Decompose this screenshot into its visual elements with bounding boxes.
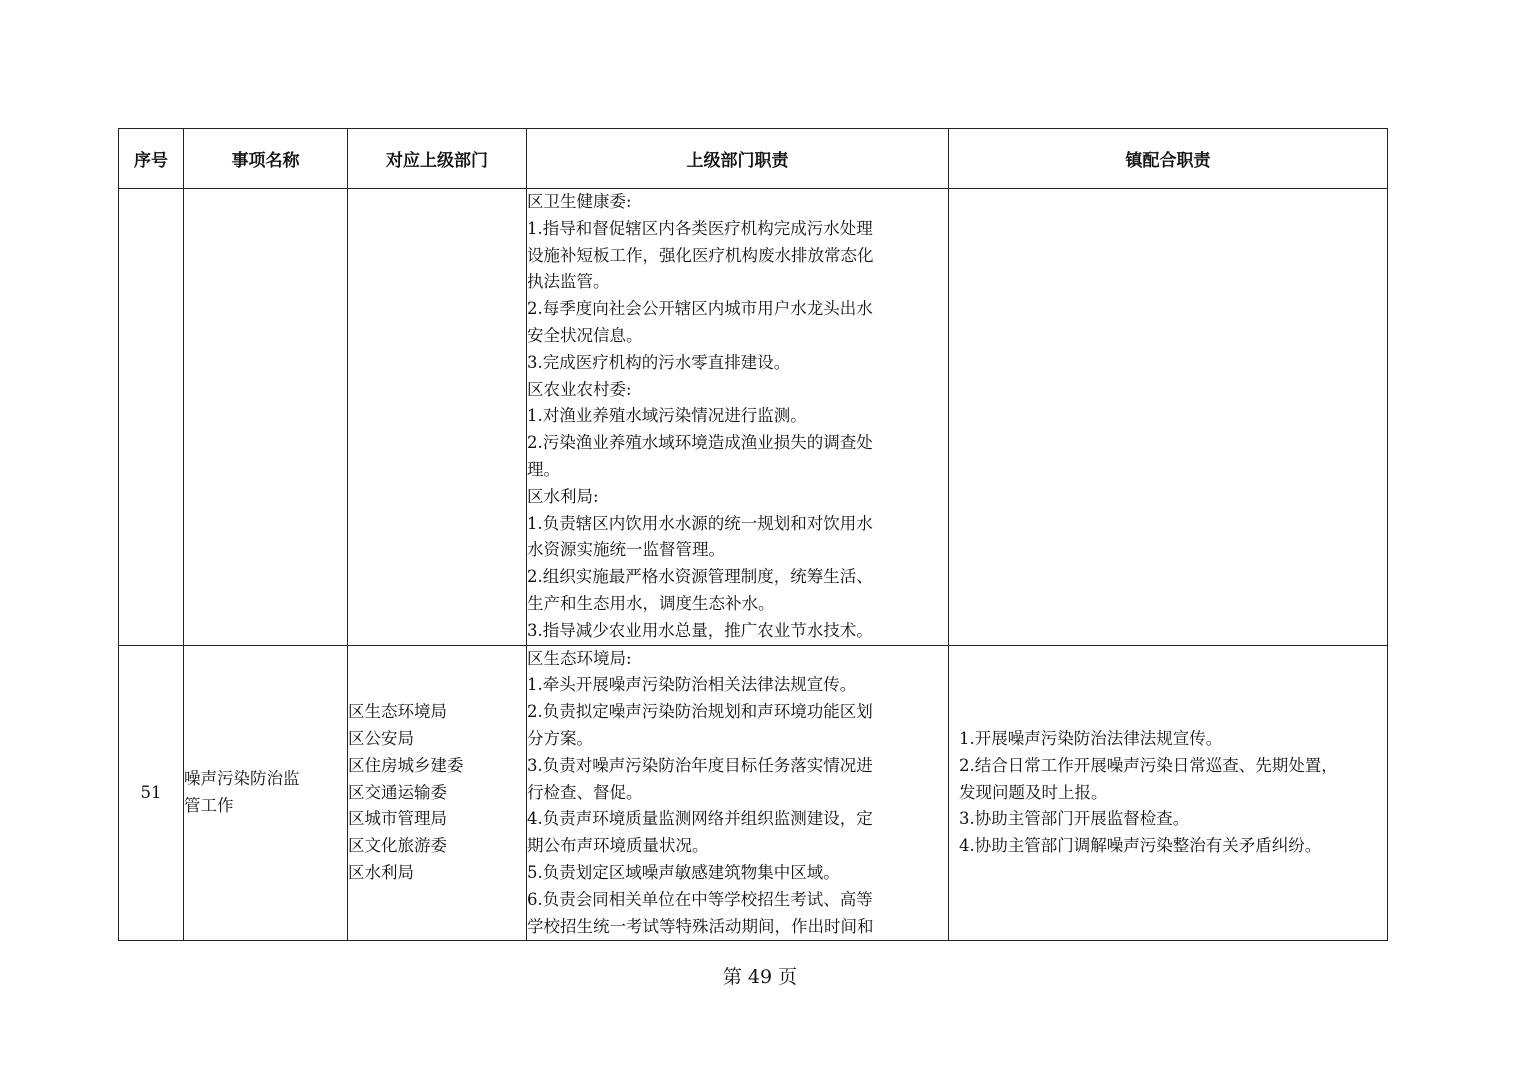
duty-line: 区卫生健康委: [527,192,632,211]
duty-line: 区农业农村委: [527,379,632,399]
table-row [119,189,1388,646]
town-duty-line: 1.开展噪声污染防治法律法规宣传。 [959,728,1223,748]
duty-line: 安全状况信息。 [527,325,643,345]
duty-line: 期公布声环境质量状况。 [527,836,709,856]
header-item-name: 事项名称 [184,129,348,189]
duty-line: 设施补短板工作，强化医疗机构废水排放常态化 [527,245,874,265]
row-dept-duties [527,189,949,646]
duty-line: 3.完成医疗机构的污水零直排建设。 [527,352,791,372]
header-seq: 序号 [119,129,184,189]
department-line: 区水利局 [348,862,414,882]
duty-line: 执法监管。 [527,272,610,292]
duty-line: 4.负责声环境质量监测网络并组织监测建设，定 [527,809,873,829]
page-number: 第 49 页 [722,966,798,988]
duty-line: 学校招生统一考试等特殊活动期间，作出时间和 [527,916,874,936]
table-header-row [119,129,1388,189]
duty-line: 生产和生态用水，调度生态补水。 [527,593,775,613]
duty-line: 分方案。 [527,728,593,748]
row-dept-duties [527,645,949,941]
town-duty-line: 3.协助主管部门开展监督检查。 [959,809,1190,829]
department-line: 区住房城乡建委 [348,755,464,775]
row-departments [348,645,527,941]
item-name-line: 噪声污染防治监 [184,769,300,789]
row-item-name [184,645,348,941]
duty-line: 理。 [527,459,560,479]
town-duty-line: 发现问题及时上报。 [959,782,1108,802]
header-dept-duties: 上级部门职责 [527,129,949,189]
row-item-name [184,189,348,646]
department-line: 区生态环境局 [348,702,447,722]
table-row [119,645,1388,941]
town-duty-line: 2.结合日常工作开展噪声污染日常巡查、先期处置， [959,755,1338,775]
department-line: 区公安局 [348,728,414,748]
duty-line: 区生态环境局: [527,648,632,668]
department-line: 区交通运输委 [348,782,447,802]
town-duty-line: 4.协助主管部门调解噪声污染整治有关矛盾纠纷。 [959,836,1322,856]
duty-line: 6.负责会同相关单位在中等学校招生考试、高等 [527,889,873,909]
duty-line: 3.负责对噪声污染防治年度目标任务落实情况进 [527,755,873,775]
duty-line: 水资源实施统一监督管理。 [527,540,725,560]
duty-line: 1.指导和督促辖区内各类医疗机构完成污水处理 [527,218,873,238]
item-name-line: 管工作 [184,795,234,815]
department-line: 区文化旅游委 [348,836,447,856]
row-seq [119,189,184,646]
responsibility-table [118,128,1388,941]
duty-line: 2.组织实施最严格水资源管理制度，统筹生活、 [527,567,873,587]
header-departments: 对应上级部门 [348,129,527,189]
duty-line: 行检查、督促。 [527,782,643,802]
duty-line: 3.指导减少农业用水总量，推广农业节水技术。 [527,620,873,640]
duty-line: 2.污染渔业养殖水域环境造成渔业损失的调查处 [527,433,873,453]
duty-line: 1.对渔业养殖水域污染情况进行监测。 [527,406,807,426]
department-line: 区城市管理局 [348,809,447,829]
duty-line: 区水利局: [527,486,599,506]
row-town-duties [949,189,1388,646]
row-seq: 51 [119,645,184,941]
duty-line: 1.负责辖区内饮用水水源的统一规划和对饮用水 [527,513,873,533]
duty-line: 2.负责拟定噪声污染防治规划和声环境功能区划 [527,702,873,722]
row-town-duties [949,645,1388,941]
row-departments [348,189,527,646]
duty-line: 1.牵头开展噪声污染防治相关法律法规宣传。 [527,675,857,695]
duty-line: 5.负责划定区域噪声敏感建筑物集中区域。 [527,862,840,882]
header-town-duties: 镇配合职责 [949,129,1388,189]
duty-line: 2.每季度向社会公开辖区内城市用户水龙头出水 [527,299,873,319]
